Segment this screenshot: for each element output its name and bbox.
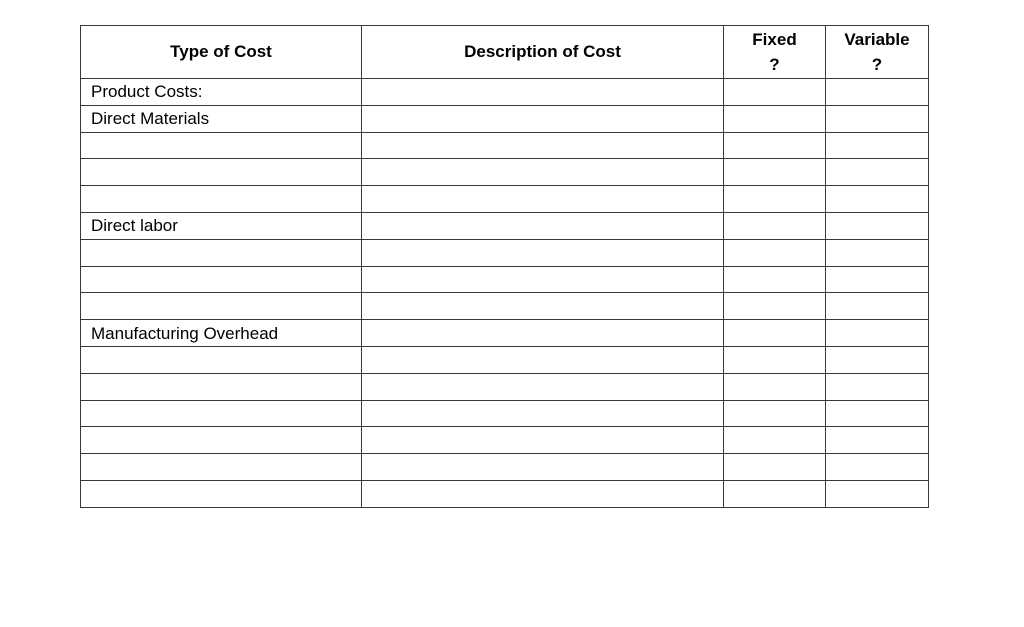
description-cell[interactable] <box>362 454 724 481</box>
type-of-cost-cell[interactable] <box>81 346 362 373</box>
header-variable-question-mark: ? <box>871 55 883 74</box>
table-row <box>81 79 929 106</box>
variable-cell[interactable] <box>826 159 929 186</box>
variable-cell[interactable] <box>826 266 929 293</box>
fixed-cell[interactable] <box>724 105 826 132</box>
table-row <box>81 373 929 400</box>
header-description-of-cost-label: Description of Cost <box>464 42 621 61</box>
fixed-cell[interactable] <box>724 186 826 213</box>
variable-cell[interactable] <box>826 480 929 507</box>
description-cell[interactable] <box>362 400 724 427</box>
header-fixed-question-mark: ? <box>769 55 780 74</box>
header-description-of-cost <box>362 26 724 79</box>
table-row <box>81 132 929 159</box>
variable-cell[interactable] <box>826 373 929 400</box>
description-cell[interactable] <box>362 105 724 132</box>
fixed-cell[interactable] <box>724 427 826 454</box>
fixed-cell[interactable] <box>724 346 826 373</box>
fixed-cell[interactable] <box>724 266 826 293</box>
fixed-cell[interactable] <box>724 159 826 186</box>
description-cell[interactable] <box>362 427 724 454</box>
variable-cell[interactable] <box>826 105 929 132</box>
description-cell[interactable] <box>362 186 724 213</box>
type-of-cost-cell[interactable] <box>81 239 362 266</box>
variable-cell[interactable] <box>826 346 929 373</box>
description-cell[interactable] <box>362 132 724 159</box>
header-row <box>81 26 929 79</box>
type-of-cost-cell[interactable] <box>81 373 362 400</box>
description-cell[interactable] <box>362 480 724 507</box>
fixed-cell[interactable] <box>724 454 826 481</box>
cost-classification-table <box>80 25 929 508</box>
description-cell[interactable] <box>362 212 724 239</box>
description-cell[interactable] <box>362 346 724 373</box>
type-of-cost-cell[interactable] <box>81 186 362 213</box>
table-row <box>81 346 929 373</box>
table-header <box>81 26 929 79</box>
table-row <box>81 159 929 186</box>
table-row <box>81 239 929 266</box>
description-cell[interactable] <box>362 293 724 320</box>
variable-cell[interactable] <box>826 454 929 481</box>
table-row <box>81 427 929 454</box>
variable-cell[interactable] <box>826 186 929 213</box>
type-of-cost-cell[interactable]: Direct Materials <box>81 105 362 132</box>
header-variable-label: Variable <box>844 30 910 49</box>
fixed-cell[interactable] <box>724 480 826 507</box>
fixed-cell[interactable] <box>724 212 826 239</box>
table-row <box>81 293 929 320</box>
header-fixed <box>724 26 826 79</box>
table-row <box>81 480 929 507</box>
fixed-cell[interactable] <box>724 293 826 320</box>
description-cell[interactable] <box>362 320 724 347</box>
type-of-cost-cell[interactable] <box>81 132 362 159</box>
description-cell[interactable] <box>362 373 724 400</box>
variable-cell[interactable] <box>826 320 929 347</box>
description-cell[interactable] <box>362 159 724 186</box>
fixed-cell[interactable] <box>724 320 826 347</box>
variable-cell[interactable] <box>826 79 929 106</box>
variable-cell[interactable] <box>826 239 929 266</box>
type-of-cost-cell[interactable] <box>81 480 362 507</box>
table-row <box>81 186 929 213</box>
fixed-cell[interactable] <box>724 239 826 266</box>
type-of-cost-cell[interactable] <box>81 293 362 320</box>
table-row <box>81 266 929 293</box>
variable-cell[interactable] <box>826 400 929 427</box>
variable-cell[interactable] <box>826 132 929 159</box>
table-row <box>81 212 929 239</box>
table-row <box>81 105 929 132</box>
table-body <box>81 79 929 508</box>
description-cell[interactable] <box>362 239 724 266</box>
variable-cell[interactable] <box>826 293 929 320</box>
type-of-cost-cell[interactable]: Direct labor <box>81 212 362 239</box>
type-of-cost-cell[interactable] <box>81 454 362 481</box>
type-of-cost-cell[interactable] <box>81 400 362 427</box>
header-type-of-cost-label: Type of Cost <box>170 42 272 61</box>
variable-cell[interactable] <box>826 212 929 239</box>
fixed-cell[interactable] <box>724 79 826 106</box>
description-cell[interactable] <box>362 266 724 293</box>
table-row <box>81 454 929 481</box>
description-cell[interactable] <box>362 79 724 106</box>
fixed-cell[interactable] <box>724 373 826 400</box>
type-of-cost-cell[interactable] <box>81 159 362 186</box>
header-variable <box>826 26 929 79</box>
fixed-cell[interactable] <box>724 132 826 159</box>
type-of-cost-cell[interactable]: Product Costs: <box>81 79 362 106</box>
table-row <box>81 320 929 347</box>
variable-cell[interactable] <box>826 427 929 454</box>
fixed-cell[interactable] <box>724 400 826 427</box>
type-of-cost-cell[interactable]: Manufacturing Overhead <box>81 320 362 347</box>
header-fixed-label: Fixed <box>752 30 797 49</box>
table-row <box>81 400 929 427</box>
type-of-cost-cell[interactable] <box>81 266 362 293</box>
type-of-cost-cell[interactable] <box>81 427 362 454</box>
header-type-of-cost <box>81 26 362 79</box>
